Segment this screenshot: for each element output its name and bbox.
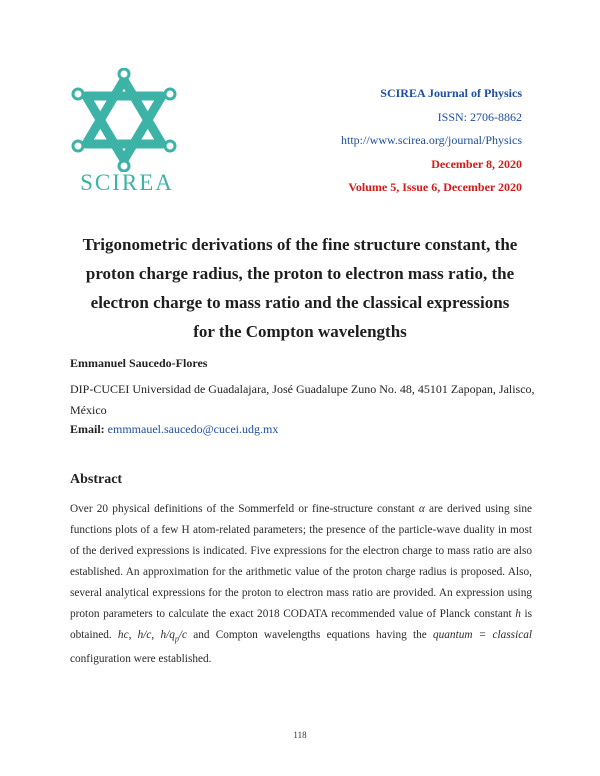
journal-name: SCIREA Journal of Physics	[380, 86, 522, 100]
author-affiliation: DIP-CUCEI Universidad de Guadalajara, José Guadalupe Zuno No. 48, 45101 Zapopan, Jalisco, México	[70, 382, 535, 417]
abstract-text: Over 20 physical definitions of the Sommerfeld or fine-structure constant	[70, 503, 415, 515]
planck-symbol: h	[515, 608, 521, 620]
abstract-body	[70, 499, 532, 670]
journal-issn: ISSN: 2706-8862	[437, 109, 522, 124]
abstract-text: are derived using sine functions plots of a few H atom-related parameters; the presence of the particle-wave duality in most of the derived expressions is indicated. Five expressions for the electron charge to mass ratio are also established. An approximation for the arithmetic value of the proton charge radius is proposed. Also, several analytical expressions for the proton to electron mass ratio are provided. An expression using proton parameters to calculate the exact 2018 CODATA recommended value of Planck constant	[70, 503, 533, 620]
author-name: Emmanuel Saucedo-Flores	[70, 356, 208, 370]
abstract-text: and Compton wavelengths equations having the	[193, 629, 427, 641]
abstract-text: ,	[151, 629, 155, 641]
page-number: 118	[293, 730, 307, 740]
title-line: Trigonometric derivations of the fine structure constant, the	[82, 235, 518, 254]
author-email	[70, 422, 278, 437]
title-line: for the Compton wavelengths	[193, 322, 407, 341]
logo-wordmark: SCIREA	[80, 170, 174, 195]
email-label: Email:	[70, 422, 105, 436]
c-tail: /c	[178, 629, 188, 641]
email-link[interactable]: emmmauel.saucedo@cucei.udg.mx	[107, 422, 279, 436]
paper-title	[64, 230, 536, 346]
hc-expression: hc	[117, 629, 129, 641]
abstract-text: is obtained.	[70, 608, 532, 641]
p-subscript: p	[174, 634, 179, 644]
alpha-symbol: α	[418, 503, 425, 515]
journal-url-link[interactable]: http://www.scirea.org/journal/Physics	[341, 133, 522, 147]
scirea-logo	[62, 68, 186, 198]
star-logo-icon	[62, 68, 186, 172]
quantum-classical-expression: quantum = classical	[432, 629, 533, 641]
journal-info	[341, 82, 522, 200]
h-over-c-expression: h/c	[137, 629, 152, 641]
h-qp-c-expression	[160, 629, 188, 644]
title-line: proton charge radius, the proton to electron mass ratio, the	[85, 264, 515, 283]
abstract-heading: Abstract	[70, 472, 123, 487]
title-line: electron charge to mass ratio and the classical expressions	[90, 293, 510, 312]
volume-issue: Volume 5, Issue 6, December 2020	[348, 180, 522, 194]
abstract-text: configuration were established.	[70, 653, 212, 666]
abstract-text: ,	[128, 629, 132, 641]
h-qp-part: h/q	[160, 629, 175, 641]
publication-date: December 8, 2020	[431, 156, 522, 171]
